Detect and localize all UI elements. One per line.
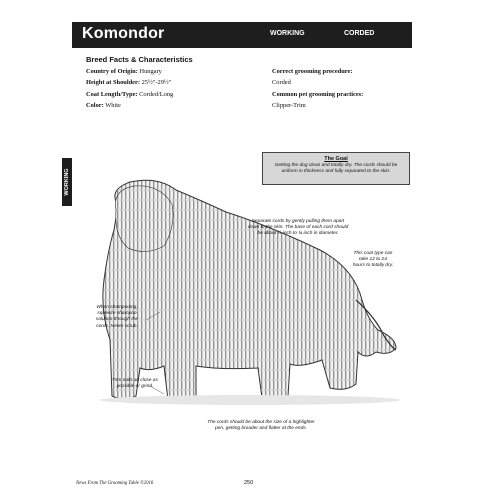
note-cord-size xyxy=(186,420,336,432)
group-label: WORKING xyxy=(270,30,305,37)
fact-procedure-label-text: Correct grooming procedure: xyxy=(272,68,353,75)
fact-color-value: White xyxy=(105,102,121,109)
note-shampoo-line4: cords. Never scrub. xyxy=(96,323,138,329)
note-dry-time-line3: hours to totally dry. xyxy=(352,263,394,269)
fact-practices-label-text: Common pet grooming practices: xyxy=(272,91,364,98)
note-nails xyxy=(100,378,170,390)
note-shampoo xyxy=(82,305,152,330)
note-separate-cords xyxy=(228,219,368,238)
goal-title: The Goal xyxy=(324,156,348,162)
fact-procedure-value: Corded xyxy=(272,79,291,86)
note-shampoo-line2: squeeze shampoo xyxy=(97,311,137,317)
facts-heading: Breed Facts & Characteristics xyxy=(86,55,193,64)
note-nails-line2: possible or grind. xyxy=(116,384,154,390)
fact-country-value: Hungary xyxy=(139,68,162,75)
note-separate-cords-line3: be about ½ inch to ¾ inch in diameter. xyxy=(257,231,339,237)
breed-title: Komondor xyxy=(82,25,165,42)
fact-coat-label: Coat Length/Type: xyxy=(86,91,138,98)
fact-coat-value: Corded/Long xyxy=(139,91,174,98)
side-tab-label: WORKING xyxy=(64,168,70,196)
fact-height-value: 25½"-29½" xyxy=(141,79,172,86)
note-dry-time-line2: take 12 to 24 xyxy=(359,257,387,263)
page-number: 250 xyxy=(244,480,254,486)
note-cord-size-line1: The cords should be about the size of a highlighter xyxy=(207,420,315,425)
note-separate-cords-line1: Separate cords by gently pulling them apart xyxy=(251,219,345,224)
ground-shadow xyxy=(100,395,400,405)
fact-practices-value: Clipper-Trim xyxy=(272,102,306,109)
fact-color-label: Color: xyxy=(86,102,104,109)
dog-head xyxy=(115,186,173,252)
fact-height-label: Height at Shoulder: xyxy=(86,79,140,86)
note-shampoo-line3: solution through the xyxy=(95,317,139,323)
note-shampoo-line1: When shampooing, xyxy=(96,305,138,310)
note-dry-time xyxy=(338,251,408,270)
note-nails-line1: Trim nails as close as xyxy=(112,378,158,383)
note-separate-cords-line2: down to the skin. The base of each cord should xyxy=(247,225,349,231)
footer-source: News From The Grooming Table ©2016 xyxy=(76,481,154,486)
coat-type-label: CORDED xyxy=(344,30,375,37)
fact-country-label: Country of Origin: xyxy=(86,68,138,75)
goal-text: Getting the dog clean and totally dry. The cords should be uniform in thickness and fully separated to the skin. xyxy=(274,163,398,174)
note-dry-time-line1: This coat type can xyxy=(353,251,393,256)
note-cord-size-line2: pen, getting broader and flatter at the ends. xyxy=(214,426,307,432)
